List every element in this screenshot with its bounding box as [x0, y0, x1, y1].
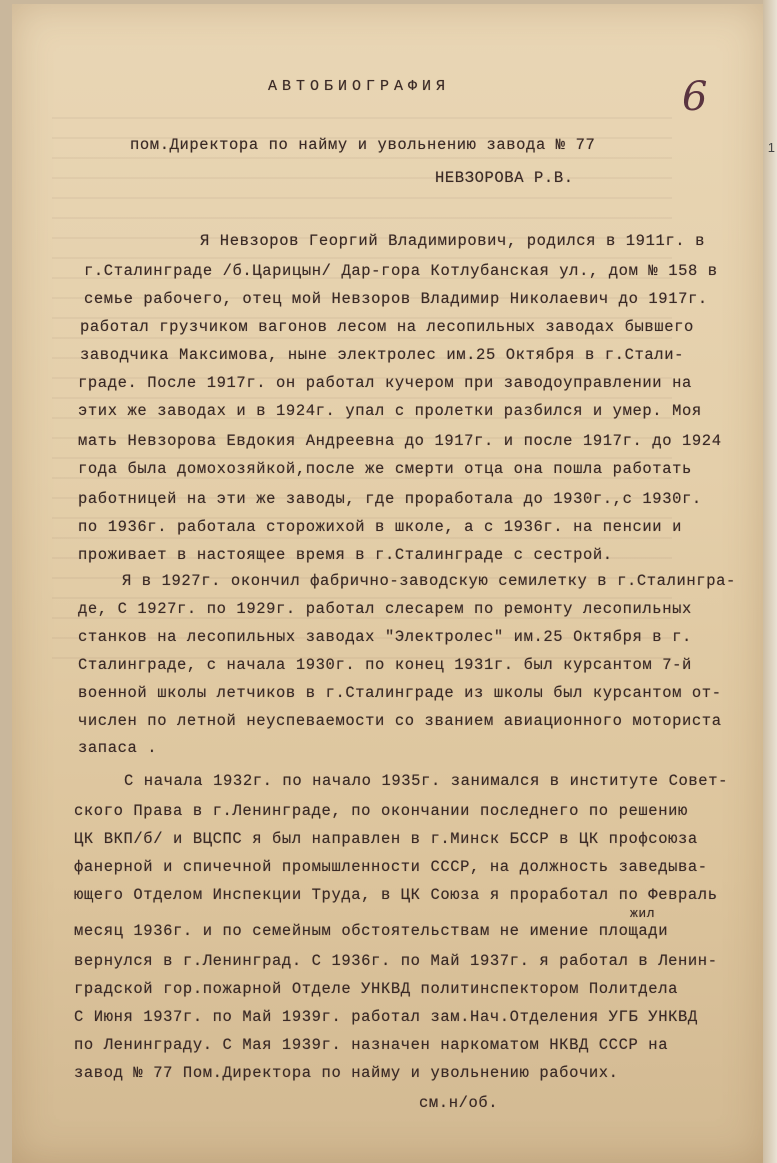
- page-number: 6: [682, 74, 708, 120]
- text-line: Я Невзоров Георгий Владимирович, родился в 1911г. в: [200, 232, 705, 250]
- text-line: ЦК ВКП/б/ и ВЦСПС я был направлен в г.Минск БССР в ЦК профсоюза: [74, 830, 698, 848]
- text-line: С Июня 1937г. по Май 1939г. работал зам.Нач.Отделения УГБ УНКВД: [74, 1008, 698, 1026]
- handwritten-insertion: жил: [630, 906, 656, 921]
- text-line: мать Невзорова Евдокия Андреевна до 1917г. и после 1917г. до 1924: [78, 432, 722, 450]
- text-line: года была домохозяйкой,после же смерти отца она пошла работать: [78, 460, 692, 478]
- text-line: месяц 1936г. и по семейным обстоятельствам не имение площади: [74, 922, 669, 940]
- text-line: проживает в настоящее время в г.Сталинграде с сестрой.: [78, 546, 613, 564]
- text-line: запаса .: [78, 739, 158, 757]
- text-line: военной школы летчиков в г.Сталинграде из школы был курсантом от-: [78, 684, 722, 702]
- text-line: по 1936г. работала сторожихой в школе, а с 1936г. на пенсии и: [78, 518, 682, 536]
- text-line: ского Права в г.Ленинграде, по окончании последнего по решению: [74, 802, 688, 820]
- adjacent-page-edge: [763, 0, 777, 1163]
- text-line: де, С 1927г. по 1929г. работал слесарем по ремонту лесопильных: [78, 600, 692, 618]
- text-line: г.Сталинграде /б.Царицын/ Дар-гора Котлубанская ул., дом № 158 в: [84, 262, 718, 280]
- continued-on-reverse-note: см.н/об.: [419, 1094, 499, 1112]
- text-line: градской гор.пожарной Отделе УНКВД политинспектором Политдела: [74, 980, 678, 998]
- text-line: Я в 1927г. окончил фабрично-заводскую семилетку в г.Сталингра-: [122, 572, 736, 590]
- text-line: этих же заводах и в 1924г. упал с пролетки разбился и умер. Моя: [78, 402, 702, 420]
- document-title: АВТОБИОГРАФИЯ: [268, 78, 451, 95]
- text-line: по Ленинграду. С Мая 1939г. назначен наркоматом НКВД СССР на: [74, 1036, 669, 1054]
- text-line: вернулся в г.Ленинград. С 1936г. по Май 1937г. я работал в Ленин-: [74, 952, 718, 970]
- text-line: фанерной и спичечной промышленности СССР, на должность заведыва-: [74, 858, 708, 876]
- text-line: граде. После 1917г. он работал кучером при заводоуправлении на: [78, 374, 692, 392]
- document-page: [12, 4, 764, 1163]
- text-line: С начала 1932г. по начало 1935г. занимался в институте Совет-: [124, 772, 728, 790]
- text-line: Сталинграде, с начала 1930г. по конец 1931г. был курсантом 7-й: [78, 656, 692, 674]
- text-line: заводчика Максимова, ныне электролес им.25 Октября в г.Стали-: [80, 346, 684, 364]
- edge-mark: 1: [767, 140, 775, 155]
- text-line: работал грузчиком вагонов лесом на лесопильных заводах бывшего: [80, 318, 694, 336]
- position-line: пом.Директора по найму и увольнению завода № 77: [130, 136, 596, 154]
- text-line: числен по летной неуспеваемости со званием авиационного моториста: [78, 712, 722, 730]
- text-line: работницей на эти же заводы, где проработала до 1930г.,с 1930г.: [78, 490, 702, 508]
- text-line: станков на лесопильных заводах "Электролес" им.25 Октября в г.: [78, 628, 692, 646]
- text-line: семье рабочего, отец мой Невзоров Владимир Николаевич до 1917г.: [84, 290, 708, 308]
- text-line: завод № 77 Пом.Директора по найму и увольнению рабочих.: [74, 1064, 619, 1082]
- surname-line: НЕВЗОРОВА Р.В.: [435, 169, 574, 187]
- text-line: ющего Отделом Инспекции Труда, в ЦК Союза я проработал по Февраль: [74, 886, 718, 904]
